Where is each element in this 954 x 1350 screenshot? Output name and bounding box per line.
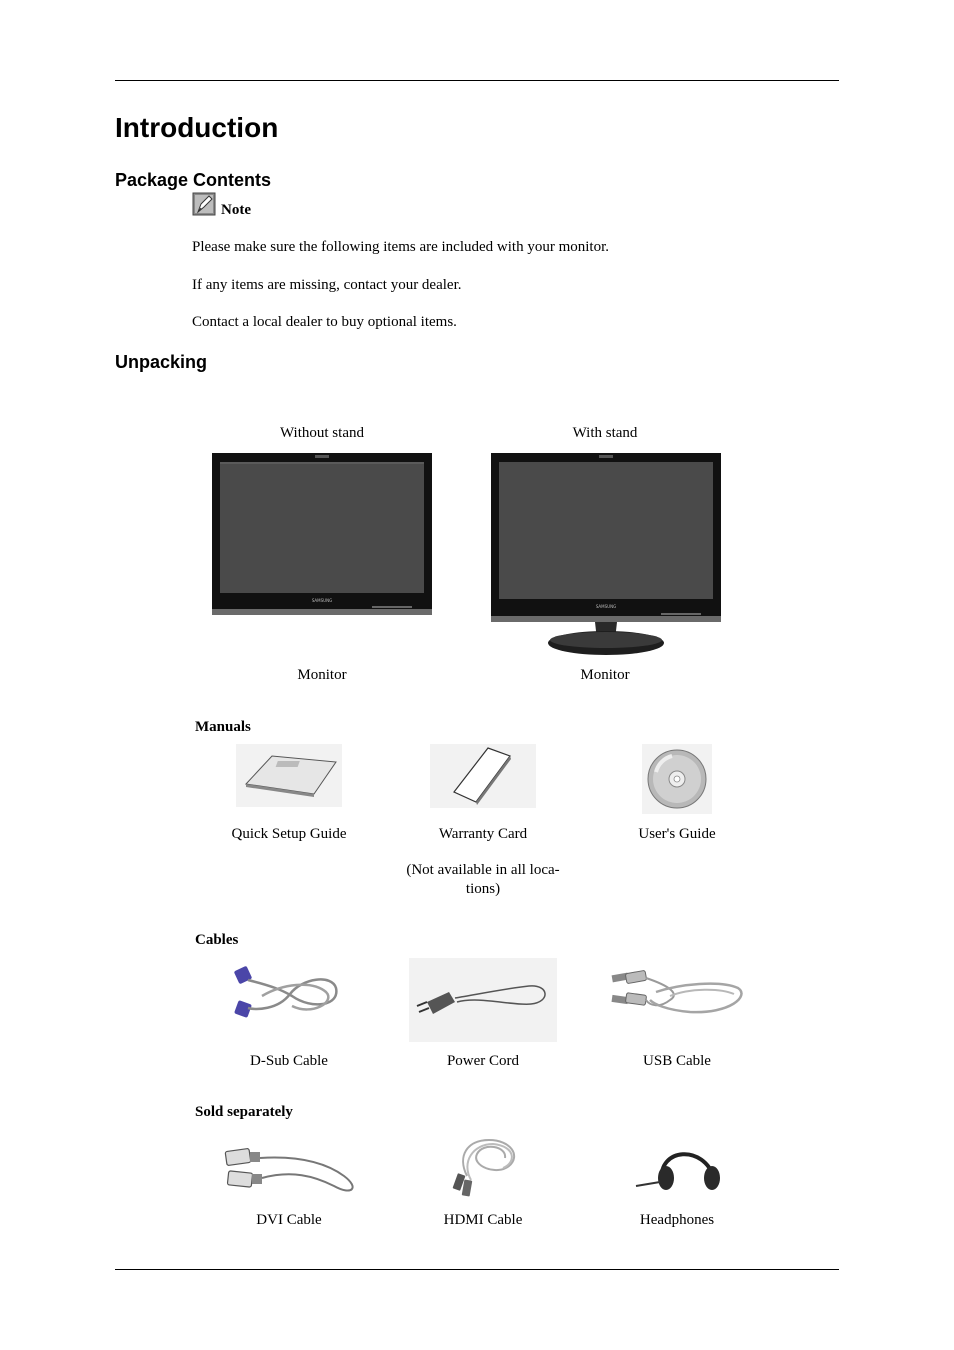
usb-cable-icon [610,966,746,1016]
sold-separately-heading: Sold separately [195,1104,293,1120]
section-title-unpacking: Unpacking [115,352,208,372]
quick-setup-guide-icon [236,744,342,807]
manuals-heading: Manuals [195,719,251,735]
cable-label-d-sub: D-Sub Cable [250,1053,328,1069]
section-title-package-contents: Package Contents [115,170,272,190]
cable-label-usb: USB Cable [643,1053,711,1069]
manual-label-quick-setup-guide: Quick Setup Guide [231,826,347,842]
monitor-with-stand-icon [491,453,721,658]
monitor-label-with-stand: Monitor [580,667,630,683]
bottom-rule [115,1269,839,1270]
dvi-cable-icon [222,1140,358,1196]
note-text-2: If any items are missing, contact your dealer. [192,277,462,293]
monitor-without-stand-icon [212,453,432,617]
note-text-3: Contact a local dealer to buy optional items. [192,314,457,330]
monitor-caption-without-stand: Without stand [280,425,364,441]
monitor-label-without-stand: Monitor [297,667,347,683]
accessory-label-headphones: Headphones [639,1212,715,1228]
svg-text:SAMSUNG: SAMSUNG [311,598,333,603]
note-label: Note [221,202,251,218]
cables-heading: Cables [195,932,239,948]
cable-label-power-cord: Power Cord [446,1053,520,1069]
manual-label-users-guide: User's Guide [638,826,716,842]
accessory-label-hdmi: HDMI Cable [443,1212,523,1228]
accessory-label-dvi: DVI Cable [256,1212,322,1228]
note-icon [192,192,216,216]
page-title: Introduction [115,112,279,143]
d-sub-cable-icon [232,966,344,1024]
note-text-1: Please make sure the following items are included with your monitor. [192,239,609,255]
top-rule [115,80,839,81]
cd-disc-icon [642,744,712,814]
svg-text:SAMSUNG: SAMSUNG [595,604,617,609]
manual-note-warranty-card: (Not available in all loca- tions) [406,862,560,897]
headphones-icon [634,1140,724,1196]
manual-label-warranty-card: Warranty Card [438,826,528,842]
monitor-caption-with-stand: With stand [572,425,638,441]
hdmi-cable-icon [447,1136,521,1200]
warranty-card-icon [430,744,536,808]
power-cord-icon [409,958,557,1042]
